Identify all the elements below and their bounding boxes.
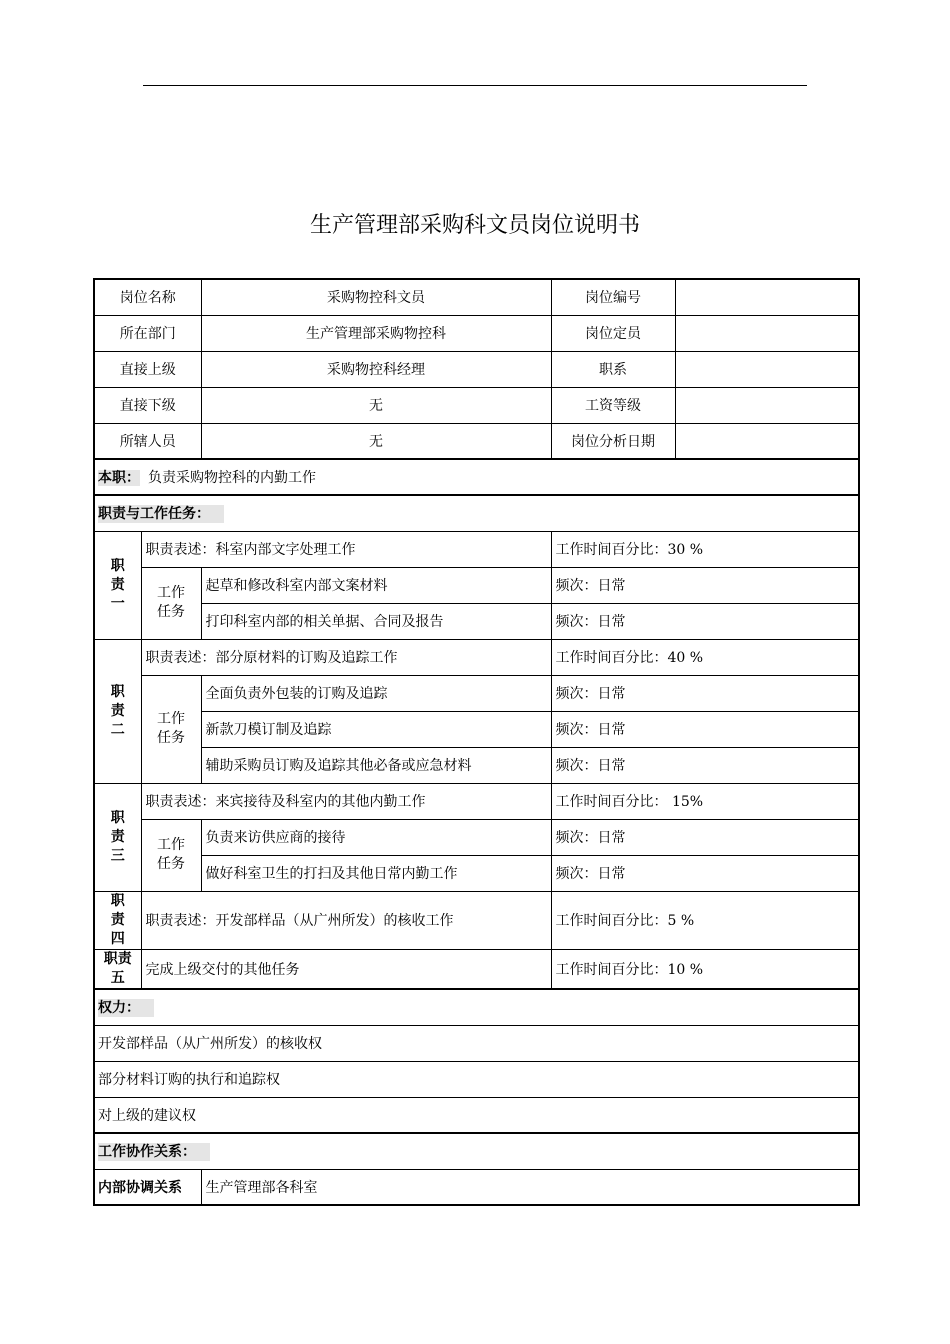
power-row <box>94 1061 859 1097</box>
power-item: 部分材料订购的执行和追踪权 <box>94 1061 859 1097</box>
duty-desc: 职责表述：部分原材料的订购及追踪工作 <box>141 639 551 675</box>
basic-value: 采购物控科文员 <box>201 279 551 315</box>
basic-label: 所辖人员 <box>94 423 201 459</box>
task-row <box>94 747 859 783</box>
task-freq: 频次：日常 <box>551 747 859 783</box>
task-freq: 频次：日常 <box>551 603 859 639</box>
duty-desc: 职责表述：开发部样品（从广州所发）的核收工作 <box>141 891 551 949</box>
task-label: 工作 任务 <box>141 675 201 783</box>
basic-label2: 岗位定员 <box>551 315 675 351</box>
collab-heading-row <box>94 1133 859 1169</box>
task-row <box>94 819 859 855</box>
duty-2-label: 职 责 二 <box>94 639 141 783</box>
basic-value: 无 <box>201 387 551 423</box>
basic-label2: 工资等级 <box>551 387 675 423</box>
basic-label2: 岗位分析日期 <box>551 423 675 459</box>
task-text: 打印科室内部的相关单据、合同及报告 <box>201 603 551 639</box>
duty-desc: 职责表述：来宾接待及科室内的其他内勤工作 <box>141 783 551 819</box>
basic-row <box>94 423 859 459</box>
basic-row <box>94 387 859 423</box>
task-row <box>94 675 859 711</box>
duty-time: 工作时间百分比：40 % <box>551 639 859 675</box>
task-freq: 频次：日常 <box>551 819 859 855</box>
powers-heading: 权力： <box>98 999 154 1017</box>
duty-desc: 完成上级交付的其他任务 <box>141 949 551 989</box>
task-text: 辅助采购员订购及追踪其他必备或应急材料 <box>201 747 551 783</box>
duty-time: 工作时间百分比：10 % <box>551 949 859 989</box>
powers-heading-row <box>94 989 859 1025</box>
basic-value2 <box>675 423 859 459</box>
task-row <box>94 855 859 891</box>
basic-value2 <box>675 279 859 315</box>
task-freq: 频次：日常 <box>551 567 859 603</box>
header-rule <box>143 85 807 86</box>
basic-label: 所在部门 <box>94 315 201 351</box>
basic-label: 直接上级 <box>94 351 201 387</box>
duty-time: 工作时间百分比：5 % <box>551 891 859 949</box>
task-text: 做好科室卫生的打扫及其他日常内勤工作 <box>201 855 551 891</box>
task-row <box>94 711 859 747</box>
collab-heading: 工作协作关系： <box>98 1143 210 1161</box>
basic-row <box>94 315 859 351</box>
basic-value2 <box>675 387 859 423</box>
duty-time: 工作时间百分比： 15% <box>551 783 859 819</box>
basic-value: 无 <box>201 423 551 459</box>
basic-label2: 职系 <box>551 351 675 387</box>
duty-1-label: 职 责 一 <box>94 531 141 639</box>
duties-heading-row <box>94 495 859 531</box>
basic-value: 采购物控科经理 <box>201 351 551 387</box>
duty-desc-row <box>94 891 859 949</box>
task-row <box>94 603 859 639</box>
task-freq: 频次：日常 <box>551 675 859 711</box>
task-text: 全面负责外包装的订购及追踪 <box>201 675 551 711</box>
duty-3-label: 职 责 三 <box>94 783 141 891</box>
power-item: 开发部样品（从广州所发）的核收权 <box>94 1025 859 1061</box>
duty-desc-row <box>94 639 859 675</box>
task-label: 工作 任务 <box>141 567 201 639</box>
main-duty-value: 负责采购物控科的内勤工作 <box>148 470 316 486</box>
basic-label: 直接下级 <box>94 387 201 423</box>
power-row <box>94 1025 859 1061</box>
page-title: 生产管理部采购科文员岗位说明书 <box>309 213 640 238</box>
collab-label: 内部协调关系 <box>94 1169 201 1205</box>
task-row <box>94 567 859 603</box>
basic-value2 <box>675 315 859 351</box>
task-label: 工作 任务 <box>141 819 201 891</box>
power-row <box>94 1097 859 1133</box>
duty-desc-row <box>94 949 859 989</box>
basic-label2: 岗位编号 <box>551 279 675 315</box>
duty-5-label: 职责 五 <box>94 949 141 989</box>
duty-4-label: 职 责 四 <box>94 891 141 949</box>
duty-desc: 职责表述：科室内部文字处理工作 <box>141 531 551 567</box>
task-text: 负责来访供应商的接待 <box>201 819 551 855</box>
basic-value: 生产管理部采购物控科 <box>201 315 551 351</box>
collab-value: 生产管理部各科室 <box>201 1169 859 1205</box>
job-description-table <box>93 278 860 1206</box>
duty-desc-row <box>94 531 859 567</box>
main-duty-row <box>94 459 859 495</box>
basic-value2 <box>675 351 859 387</box>
power-item: 对上级的建议权 <box>94 1097 859 1133</box>
collab-row <box>94 1169 859 1205</box>
duty-time: 工作时间百分比：30 % <box>551 531 859 567</box>
main-duty-label: 本职： <box>98 470 140 486</box>
duties-heading: 职责与工作任务： <box>98 505 224 523</box>
basic-row <box>94 279 859 315</box>
task-text: 新款刀模订制及追踪 <box>201 711 551 747</box>
task-freq: 频次：日常 <box>551 855 859 891</box>
duty-desc-row <box>94 783 859 819</box>
basic-label: 岗位名称 <box>94 279 201 315</box>
task-freq: 频次：日常 <box>551 711 859 747</box>
task-text: 起草和修改科室内部文案材料 <box>201 567 551 603</box>
basic-row <box>94 351 859 387</box>
